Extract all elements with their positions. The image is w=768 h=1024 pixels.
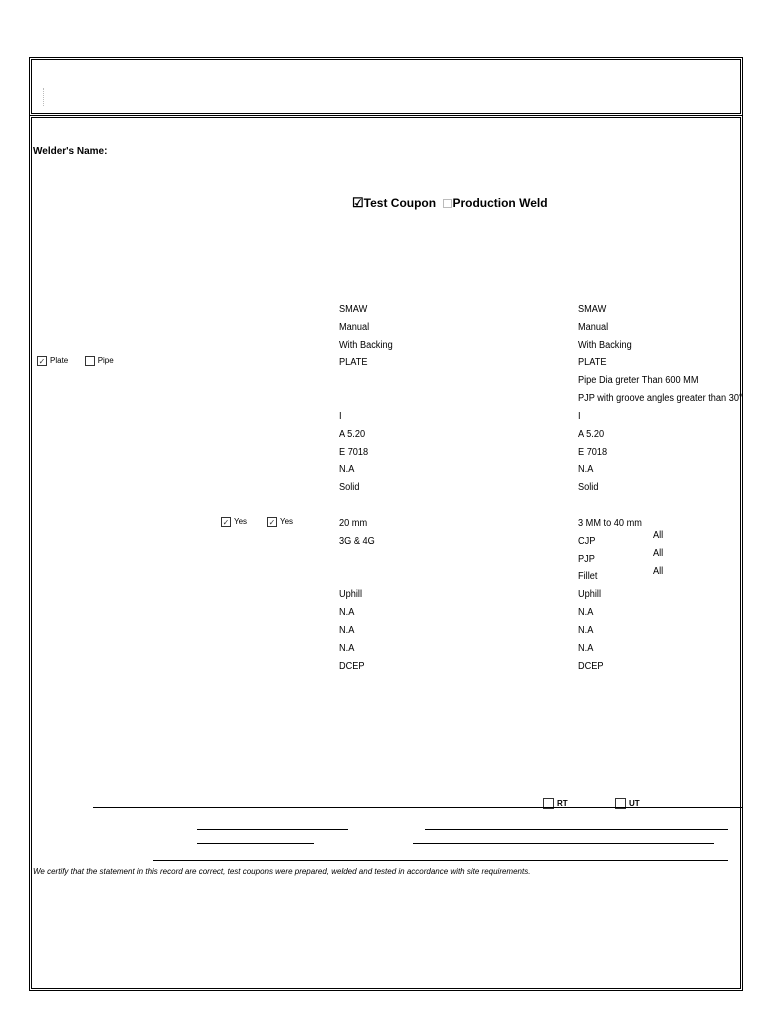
rt-group xyxy=(543,795,568,813)
signature-line-3[interactable] xyxy=(197,843,314,844)
actual-values-row: 3G & 4G xyxy=(339,536,375,547)
pipe-checkbox[interactable] xyxy=(85,356,95,366)
actual-values-row: PLATE xyxy=(339,357,368,368)
range-values-row: Fillet xyxy=(578,571,598,582)
pipe-label: Pipe xyxy=(97,356,114,366)
actual-values-row: A 5.20 xyxy=(339,429,366,440)
ut-group xyxy=(615,795,640,813)
range-values-row: DCEP xyxy=(578,661,604,672)
fillet-qualifier: All xyxy=(653,566,664,577)
range-values-row: N.A xyxy=(578,464,594,475)
range-values-row: Pipe Dia greter Than 600 MM xyxy=(578,375,699,386)
actual-values-row: 20 mm xyxy=(339,518,368,529)
range-values-row: N.A xyxy=(578,607,594,618)
range-values-row: With Backing xyxy=(578,340,632,351)
cjp-qualifier: All xyxy=(653,530,664,541)
actual-values-row: I xyxy=(339,411,342,422)
actual-values-row: N.A xyxy=(339,643,355,654)
plate-label: Plate xyxy=(50,356,69,366)
test-coupon-checkbox[interactable]: ☑ xyxy=(352,195,364,210)
range-values-row: I xyxy=(578,411,581,422)
welder-name-label: Welder's Name: xyxy=(33,146,108,157)
range-values-row: Solid xyxy=(578,482,599,493)
range-values-row: PJP with groove angles greater than 30° xyxy=(578,393,743,404)
range-values-row: SMAW xyxy=(578,304,607,315)
range-values-row: Uphill xyxy=(578,589,602,600)
yes-checkbox-2[interactable]: ✓ xyxy=(268,517,276,527)
actual-values-row: SMAW xyxy=(339,304,368,315)
range-values-row: Manual xyxy=(578,322,609,333)
range-values-row: N.A xyxy=(578,625,594,636)
range-values-row: E 7018 xyxy=(578,447,608,458)
signature-line-2[interactable] xyxy=(425,829,728,830)
actual-values-row: N.A xyxy=(339,464,355,475)
pjp-qualifier: All xyxy=(653,548,664,559)
actual-values-row: N.A xyxy=(339,625,355,636)
signature-line-5[interactable] xyxy=(153,860,728,861)
actual-values-row: Manual xyxy=(339,322,370,333)
actual-values-row: With Backing xyxy=(339,340,393,351)
yes-checkbox-1[interactable]: ✓ xyxy=(222,517,230,527)
actual-values-row: N.A xyxy=(339,607,355,618)
signature-line-4[interactable] xyxy=(413,843,714,844)
actual-values-row: DCEP xyxy=(339,661,365,672)
certification-text: We certify that the statement in this record are correct, test coupons were prepared, welded and tested in accordance with site requirements. xyxy=(33,867,531,876)
logo-placeholder xyxy=(43,88,44,106)
ndt-line xyxy=(93,807,742,808)
production-weld-label: Production Weld xyxy=(452,196,548,210)
yes-group-2 xyxy=(267,513,293,531)
range-values-row: PJP xyxy=(578,554,595,565)
base-form-group xyxy=(37,352,114,370)
yes-label-1: Yes xyxy=(234,517,248,527)
actual-values-row: Solid xyxy=(339,482,360,493)
range-values-row: N.A xyxy=(578,643,594,654)
signature-line-1[interactable] xyxy=(197,829,348,830)
rt-label: RT xyxy=(557,799,568,809)
range-values-row: 3 MM to 40 mm xyxy=(578,518,642,529)
ut-label: UT xyxy=(629,799,640,809)
weld-type-group xyxy=(352,195,548,211)
range-values-row: PLATE xyxy=(578,357,607,368)
test-coupon-label: Test Coupon xyxy=(363,196,437,210)
yes-group-1 xyxy=(221,513,247,531)
header-box xyxy=(29,57,743,116)
range-values-row: CJP xyxy=(578,536,596,547)
range-values-row: A 5.20 xyxy=(578,429,605,440)
actual-values-row: Uphill xyxy=(339,589,363,600)
yes-label-2: Yes xyxy=(280,517,294,527)
actual-values-row: E 7018 xyxy=(339,447,369,458)
plate-checkbox[interactable]: ✓ xyxy=(38,356,46,366)
